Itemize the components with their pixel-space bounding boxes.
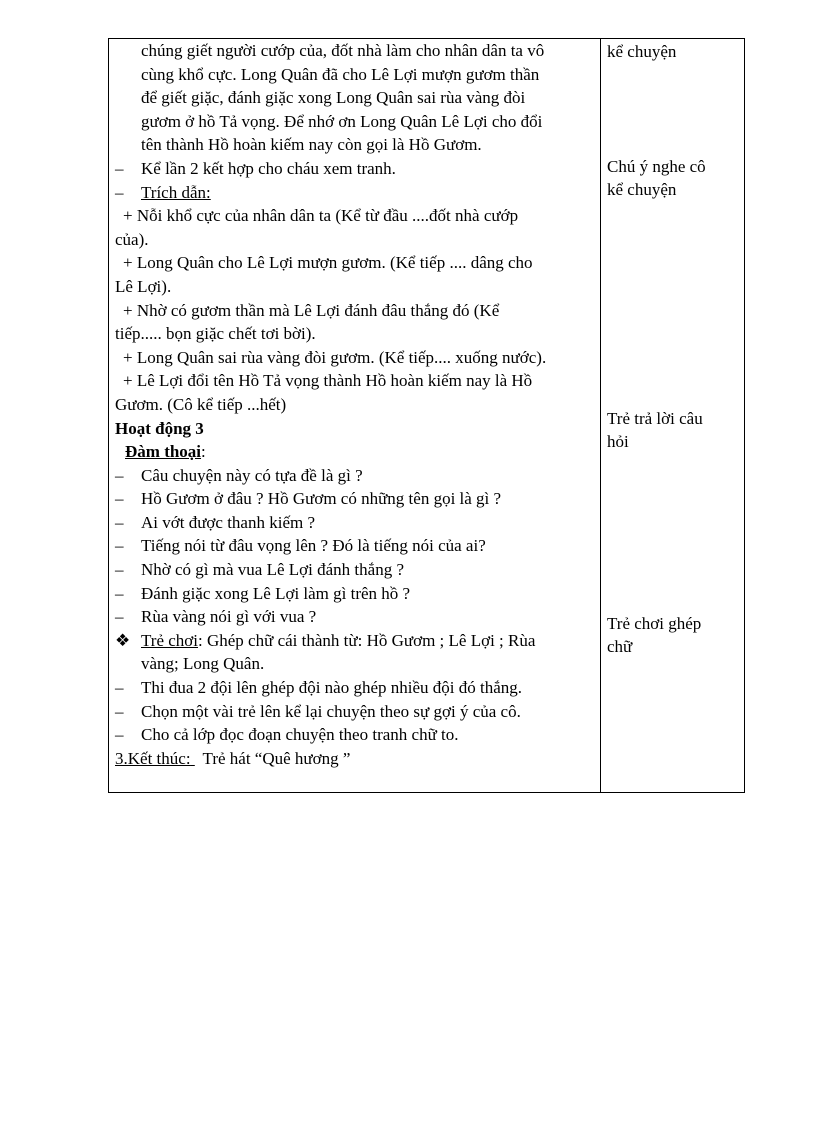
activity-column	[115, 39, 595, 770]
quote-line: + Long Quân sai rùa vàng đòi gươm. (Kể tiếp.... xuống nước).	[123, 347, 547, 367]
story-line: chúng giết người cướp của, đốt nhà làm cho nhân dân ta vô	[141, 41, 545, 60]
quote-line: + Nhờ có gươm thần mà Lê Lợi đánh đâu thắng đó (Kể	[123, 300, 500, 320]
dash-bullet: –	[115, 678, 124, 698]
dash-bullet: –	[115, 701, 124, 721]
note-pay-attention: Chú ý nghe cô kể chuyện	[607, 157, 706, 199]
dash-bullet: –	[115, 158, 124, 178]
story-line: tên thành Hồ hoàn kiếm nay còn gọi là Hồ Gươm.	[141, 135, 482, 155]
column-divider	[600, 39, 601, 792]
dash-bullet: –	[115, 182, 124, 202]
dash-bullet: –	[115, 512, 124, 532]
dash-bullet: –	[115, 465, 124, 485]
quote-heading: – Trích dẫn:	[115, 181, 595, 205]
lesson-table	[108, 38, 745, 793]
question-item: – Ai vớt được thanh kiếm ?	[115, 511, 595, 535]
quote-line: + Lê Lợi đổi tên Hồ Tả vọng thành Hồ hoàn kiếm nay là Hồ	[123, 371, 533, 391]
dash-bullet: –	[115, 583, 124, 603]
note-listen: kể chuyện	[607, 42, 677, 61]
quote-line: Gươm. (Cô kể tiếp ...hết)	[115, 394, 287, 414]
question-item: – Câu chuyện này có tựa đề là gì ?	[115, 464, 595, 488]
diamond-bullet-icon: ❖	[115, 630, 131, 650]
ending-line: 3.Kết thúc: Trẻ hát “Quê hương ”	[115, 748, 351, 768]
activity-item: – Chọn một vài trẻ lên kể lại chuyện theo sự gợi ý của cô.	[115, 700, 595, 724]
story-line: gươm ở hồ Tả vọng. Để nhớ ơn Long Quân Lê Lợi cho đổi	[141, 111, 543, 131]
game-item-continued: vàng; Long Quân.	[141, 654, 265, 674]
question-item: – Rùa vàng nói gì với vua ?	[115, 605, 595, 629]
question-item: – Đánh giặc xong Lê Lợi làm gì trên hồ ?	[115, 582, 595, 606]
dash-bullet: –	[115, 725, 124, 745]
quote-line: của).	[115, 229, 149, 249]
dash-bullet: –	[115, 536, 124, 556]
story-line: để giết giặc, đánh giặc xong Long Quân sai rùa vàng đòi	[141, 88, 526, 108]
quote-line: + Long Quân cho Lê Lợi mượn gươm. (Kể tiếp .... dâng cho	[123, 253, 533, 273]
quote-line: tiếp..... bọn giặc chết tơi bời).	[115, 324, 316, 344]
quote-line: Lê Lợi).	[115, 276, 172, 296]
activity-item: – Thi đua 2 đội lên ghép đội nào ghép nhiều đội đó thắng.	[115, 676, 595, 700]
dash-bullet: –	[115, 560, 124, 580]
game-item: ❖ Trẻ chơi: Ghép chữ cái thành từ: Hồ Gươm ; Lê Lợi ; Rùa	[115, 629, 595, 653]
quote-line: + Nỗi khổ cực của nhân dân ta (Kể từ đầu ....đốt nhà cướp	[123, 206, 519, 226]
question-item: – Hồ Gươm ở đâu ? Hồ Gươm có những tên gọi là gì ?	[115, 487, 595, 511]
activity-title: Hoạt động 3	[115, 418, 204, 438]
question-item: – Nhờ có gì mà vua Lê Lợi đánh thắng ?	[115, 558, 595, 582]
dialogue-heading: Đàm thoại:	[125, 442, 206, 462]
note-game: Trẻ chơi ghép chữ	[607, 614, 702, 656]
story-line: cùng khổ cực. Long Quân đã cho Lê Lợi mượn gươm thần	[141, 64, 540, 84]
note-answer: Trẻ trả lời câu hỏi	[607, 409, 703, 451]
activity-item: – Cho cả lớp đọc đoạn chuyện theo tranh chữ to.	[115, 723, 595, 747]
dash-bullet: –	[115, 607, 124, 627]
question-item: – Tiếng nói từ đâu vọng lên ? Đó là tiếng nói của ai?	[115, 534, 595, 558]
tell-again-item: – Kể lần 2 kết hợp cho cháu xem tranh.	[115, 157, 595, 181]
dash-bullet: –	[115, 489, 124, 509]
